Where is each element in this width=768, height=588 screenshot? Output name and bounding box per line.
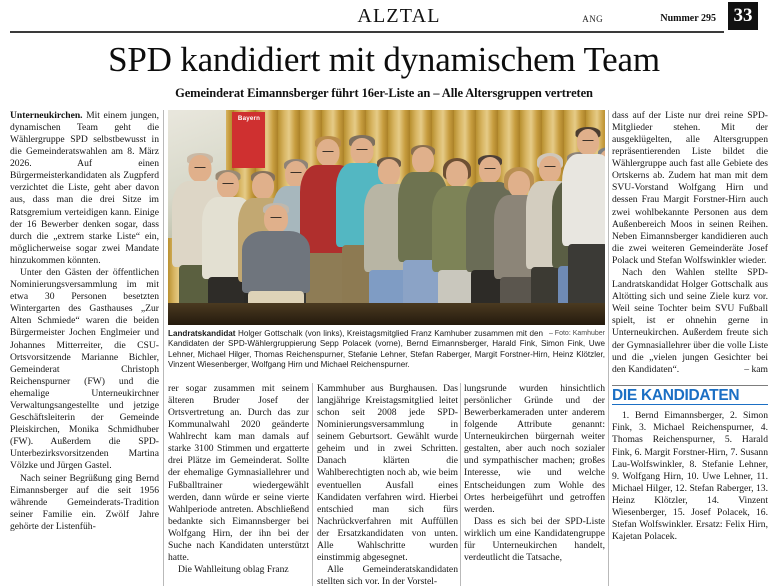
text-column-4 — [464, 383, 605, 586]
kandidaten-heading: DIE KANDIDATEN — [612, 386, 740, 404]
paragraph-text: Kammhuber aus Burghausen. Das langjährige Kreistagsmitglied leitet schon seit 2008 jede SPD-Nominierungsversammlung in seinem Geburtsort. Gewählt wurde geheim und in zwei Schritten. Danach klärten die Wahlberechtigten noch ab, wie beim eventuellen Ausfall eines Kandidaten verfahren wird. Hierbei entschied man sich fürs Nachrückverfahren mit Auffüllen der Ersatzkandidaten von unten. Alle Wahlschritte wurden einstimmig abgesegnet. — [317, 382, 458, 564]
column-rule — [608, 110, 609, 586]
article-signature: – kam — [744, 363, 768, 375]
paragraph — [168, 383, 309, 564]
masthead — [10, 0, 758, 32]
paragraph — [10, 267, 159, 473]
group-photo — [168, 110, 605, 325]
article-body — [10, 109, 768, 586]
article-photo-block — [168, 110, 605, 371]
paragraph — [317, 383, 458, 564]
text-column-1 — [10, 110, 159, 586]
paragraph — [317, 564, 458, 586]
column-rule — [312, 383, 313, 586]
paragraph — [464, 383, 605, 516]
masthead-issue-number: Nummer 295 — [660, 13, 716, 24]
paragraph-text: Alle Gemeinderatskandidaten stellten sich vor. In der Vorstel- — [317, 564, 458, 586]
masthead-edition: ANG — [582, 14, 603, 24]
paragraph-text: dass auf der Liste nur drei reine SPD-Mitglieder stehen. Mit der ausgeklügelten, alle Altersgruppen repräsentierenden Liste bildet die Wählergruppe auch fast alle Gebiete des Ortskerns ab. Zudem hat man mit dem SVU-Vorstand Wolfgang Hirn und dessen Frau Margit Forstner-Hirn auch zwei wohlbekannte Personen aus dem Außenbereich Moos in seinen Reihen. Neben Eimannsberger kandidieren auch die zwei weiteren Gemeinderäte Josef Polack und Stefan Wolfswinkler wieder. — [612, 109, 768, 266]
text-column-2 — [168, 383, 309, 586]
kandidaten-box — [612, 385, 768, 544]
kandidaten-rule-bottom — [612, 404, 768, 405]
text-column-3 — [317, 383, 458, 586]
kandidaten-list: 1. Bernd Eimannsberger, 2. Simon Fink, 3. Michael Reichenspurner, 4. Thomas Reichenspurner, 5. Harald Fink, 6. Margit Forstner-Hirn, 7. Susann Lau-Wolfswinkler, 8. Stefanie Lehner, 9. Wolfgang Hirn, 10. Uwe Lehner, 11. Michael Hilger, 12. Stefan Raberger, 13. Heinz Klötzler, 14. Vinzent Wiesenberger, 15. Josef Polacek, 16. Stefan Wolfswinkler. Ersatz: Felix Hirn, Kajetan Polacek. — [612, 410, 768, 543]
paragraph-text: Unter den Gästen der öffentlichen Nominierungsversammlung im mit etwa 30 Personen besetzten Wintergarten des Gasthauses „Zur Alten Schmiede“ waren die beiden Bürgermeister Jochen Englmeier und Johannes Mitterreiter, die CSU-Ortsvorsitzende Marianne Bichler, Gemeinderat Christoph Reichenspurner (FW) und die ehemalige Unterneukirchner Verwaltungsangestellte und jetzige Geschäftsleiterin der Gemeinde Pleiskirchen, Monika Schmidhuber (FW). Außerdem die SPD-Unterbezirksvorsitzenden Martina Völzke und Jürgen Gastel. — [10, 266, 159, 472]
photo-credit: – Foto: Kamhuber — [548, 329, 605, 337]
paragraph-text: Mit einem jungen, dynamischen Team geht die Wählergruppe SPD selbstbewusst in die Gemeinderatswahlen am 8. März 2026. Auf einen Bürgermeisterkandidaten als Zugpferd verzichtet die Liste, geht aber davon aus, dass man die drei Sitze im Ratsgremium verteidigen kann. Einige der 16 Bewerber denken sogar, dass durch die „extrem starke Liste“ ein, möglicherweise sogar zwei Mandate hinzukommen könnten. — [10, 109, 159, 266]
column-rule — [460, 383, 461, 586]
paragraph-text: Die Wahlleitung oblag Franz — [178, 564, 289, 576]
paragraph-text: lungsrunde wurden hinsichtlich persönlicher Gründe und der Bewerberkameraden unter anderem folgende Attribute genannt: Unterneukirchen bürgernah weiter gestalten, aber auch noch sozialer und sympathischer machen; großes Interesse, wie und welche Entscheidungen zum Wohle des Ortes herbeigeführt und getroffen werden. — [464, 382, 605, 515]
article-headline: SPD kandidiert mit dynamischem Team — [108, 40, 660, 79]
photo-floor — [168, 303, 605, 325]
masthead-rule — [10, 31, 724, 33]
text-column-5 — [612, 110, 768, 586]
masthead-title: ALZTAL — [357, 5, 441, 27]
paragraph — [612, 267, 768, 376]
paragraph-text: Nach seiner Begrüßung ging Bernd Eimannsberger auf die seit 1956 währende Gemeinderats-Tradition seiner Familie ein. Zwölf Jahre gehörte der Listenfüh- — [10, 472, 159, 532]
paragraph — [464, 516, 605, 564]
kandidaten-rule-top — [612, 385, 768, 386]
paragraph — [168, 564, 309, 576]
paragraph — [612, 110, 768, 267]
photo-caption-lead: Landratskandidat — [168, 328, 236, 338]
paragraph-text: rer sogar zusammen mit seinem älteren Bruder Josef der Ortsvertretung an. Durch das zur Kommunalwahl 2020 geänderte Wahlrecht kam man damals auf starke 3100 Stimmen und ergatterte drei Plätze im Gemeinderat. Sollte der ehemalige Gymnasiallehrer und Fußballtrainer wiedergewählt werden, dann würde er seine vierte Wahlperiode antreten. Abschließend bedankte sich Eimannsberger bei Wolfgang Hirn, der ihn bei der Suche nach Kandidaten unterstützt hatte. — [168, 382, 309, 564]
dateline: Unterneukirchen. — [10, 109, 83, 121]
bayern-banner-label: Bayern — [237, 114, 261, 122]
paragraph-text: Dass es sich bei der SPD-Liste wirklich um eine Kandidatengruppe für Unterneukirchen handelt, verdeutlicht die Tatsache, — [464, 515, 605, 564]
photo-caption — [168, 329, 605, 371]
article-subheadline: Gemeinderat Eimannsberger führt 16er-Liste an – Alle Altersgruppen vertreten — [175, 85, 593, 100]
paragraph-text: Nach den Wahlen stellte SPD-Landratskandidat Holger Gottschalk aus Altötting sich und seine Ziele kurz vor. Weil seine Tochter beim SVU Fußball spielt, ist er ohnehin gerne in Unterneukirchen. Außerdem freute sich der Gymnasiallehrer über die volle Liste und die „vielen jungen Gesichter bei den Kandidaten“. — [612, 266, 768, 375]
paragraph — [10, 110, 159, 267]
column-rule — [163, 110, 164, 586]
photo-person — [562, 125, 605, 317]
paragraph — [10, 473, 159, 533]
page-number-badge: 33 — [728, 2, 758, 30]
photo-caption-text: Holger Gottschalk (von links), Kreistagsmitglied Franz Kamhuber zusammen mit den Kandidaten der SPD-Wählergruppierung Sepp Polacek (vorne), Bernd Eimannsberger, Harald Fink, Simon Fink, Uwe Lehner, Michael Hilger, Thomas Reichenspurner, Stefanie Lehner, Stefan Raberger, Margit Forstner-Hirn, Heinz Klötzler, Vinzent Wiesenberger, Wolfgang Hirn und Michael Reichenspurner. — [168, 328, 605, 369]
